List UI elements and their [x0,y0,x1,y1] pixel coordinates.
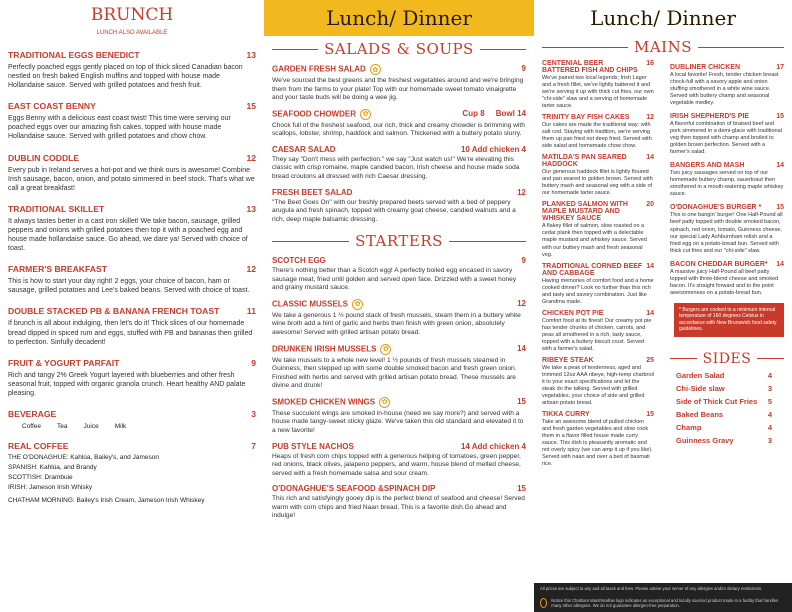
local-icon: ✿ [379,397,390,408]
beverage-option: Coffee [22,422,42,430]
beverage-item: BEVERAGE 3 Coffee Tea Juice Milk [8,408,256,430]
sides-list [662,369,792,447]
menu-item: EAST COAST BENNY 15 Eggs Benny with a delicious east coast twist! This time were serving our poached eggs over our amazing fish cakes, topped with house made Hollandaise sauce. Served with grilled potatoes and chow chow. [8,101,256,141]
menu-item: MATILDA'S PAN SEARED HADDOCK 14 Our generous haddock fillet is lightly floured and pan seared to golden brown. Served with buttery mash and seasonal veg with a side of our homemade tarter sauce. [542,154,654,197]
menu-item: PLANKED SALMON WITH MAPLE MUSTARD AND WHISKEY SAUCE 20 A flakey fillet of salmon, slow roasted on a cedar plank then topped with a delectable maple mustard and whiskey sauce. Served with our buttery mash and fresh seasonal veg. [542,201,654,258]
local-icon: ✿ [370,64,381,75]
menu-item: CHICKEN POT PIE 14 Comfort food at its finest! Our creamy pot pie has tender chunks of chicken, carrots, and peas all smothered in a rich, tasty sauce, topped with a buttery biscuit crust. Served with a farmer's salad. [542,309,654,352]
menu-item: IRISH SHEPHERD'S PIE 15 A flavorful combination of braised beef and pork simmered in a demi-glace with traditional veg then topped with champ and broiled to golden brown perfection. Served with a farmer's salad. [670,113,784,156]
menu-item: FRESH BEET SALAD 12 "The Beet Goes On" with our freshly prepared beets served with a bed of peppery arugula and fresh spinach, topped with creamy goat cheese, candied walnuts and a rich, deep maple balsamic dressing. [272,187,526,223]
side-item: Guinness Gravy 3 [676,435,772,445]
menu-item: BANGERS AND MASH 14 Two juicy sausages served on top of our homemade buttery champ, sauerkraut then smothered in a mouth-watering maple whiskey sauce. [670,162,784,198]
burger-note: * Burgers are cooked to a minimum internal temperature of 160 degrees Celsius in accordance with New Brunswick food safety guidelines. [674,303,784,337]
menu-item: PUB STYLE NACHOS 14 Add chicken 4 Heaps of fresh corn chips topped with a generous helping of tomatoes, green pepper, red onions, black olives, jalapeno peppers, and warm, house blend of melted cheese, served with a fresh homemade salsa and sour cream. [272,441,526,477]
salads-heading: SALADS & SOUPS [264,40,534,58]
menu-item: CLASSIC MUSSELS ✿ 12 We take a generous 1 ½ pound stack of fresh mussels, steam them in a buttery white wine broth add a hint of garlic and herbs then finish with green onion, absolutely awesome! Served with grilled artisan potato bread. [272,298,526,336]
menu-item: TRINITY BAY FISH CAKES 12 Our cakes are made the traditional way: with salt cod. Staying with tradition, we're serving them up pan fried not deep fried. Served with side salad and homemade chow chow. [542,114,654,150]
footer-logo-notice: Notice this Chatham Marshmallow logo indicates an exceptional and locally sourced product made in a facility that handles many other allergens. We do not guarantee allergen-free preparation. [534,595,792,612]
real-coffee-item: REAL COFFEE 7 THE O'DONAGHUE: Kahlúa, Bailey's, and Jameson SPANISH: Kahlúa, and Brandy SCOTTISH: Drambuie IRISH: Jameson Irish Whisky CHATHAM MORNING: Bailey's Irish Cream, Jameson Irish Whiskey [8,440,256,504]
menu-item: TRADITIONAL CORNED BEEF AND CABBAGE 14 Having memories of comfort food and a home cooked dinner? Look no further than this rich and tasty and savory combination. Just like Grandma made. [542,262,654,305]
local-icon: ✿ [380,344,391,355]
brunch-title: BRUNCH [90,5,174,25]
brunch-column [0,0,264,612]
local-icon: ✿ [352,299,363,310]
lunch-title: Lunch/ Dinner [264,0,534,36]
side-item: Side of Thick Cut Fries 5 [676,396,772,406]
side-item: Chi-Side slaw 3 [676,383,772,393]
menu-item: GARDEN FRESH SALAD ✿ 9 We've sourced the best greens and the freshest vegetables around and we're bringing them from the farms to your plate! Top with our homemade sweet tomato vinaigrette and your taste buds will be doing a wee jig. [272,64,526,102]
menu-item: FARMER'S BREAKFAST 12 This is how to start your day right! 2 eggs, your choice of bacon, ham or sausage, grilled potatoes and Lee's baked beans. Served with choice of toast. [8,264,256,295]
menu-item: O'DONAGHUE'S SEAFOOD &SPINACH DIP 15 This rich and satisfyingly gooey dip is the perfect blend of seafood and cheese! Served warm with corn chips and fried Naan bread. This is a favorite dish.Go ahead and indulge! [272,484,526,520]
side-item: Garden Salad 4 [676,370,772,380]
menu-item: DUBLINER CHICKEN 17 A local favorite! Fresh, tender chicken breast chock-full with a savory apple and onion stuffing smothered in a white wine sauce. Served with buttery champ and seasonal vegetable medley. [670,64,784,107]
menu-item: CAESAR SALAD 10 Add chicken 4 They say "Don't mess with perfection." we say "Just watch us!" We're elevating this classic with crisp romaine, maple candied bacon, Irish cheese and house made soda bread croutons all dressed with rich Caesar dressing. [272,144,526,180]
beverage-option: Juice [83,422,99,430]
mains-heading: MAINS [534,38,792,56]
lunch-title-2: Lunch/ Dinner [590,6,736,30]
beverage-option: Tea [57,422,68,430]
menu-item: FRUIT & YOGURT PARFAIT 9 Rich and tangy 2% Greek Yogurt layered with blueberries and other fresh seasonal fruit, topped with organic granola crunch. Heart healthy AND palate pleasing. [8,357,256,397]
menu-item: BACON CHEDDAR BURGER* 14 A massive juicy Half-Pound all beef patty topped with three-blend cheese and smoked bacon. It's straight forward and to the point awesomeness on a potato-bread bun. [670,260,784,296]
side-item: Baked Beans 4 [676,409,772,419]
local-icon: ✿ [360,109,371,120]
side-item: Champ 4 [676,422,772,432]
beverage-option: Milk [114,422,127,430]
menu-item: SEAFOOD CHOWDER ✿ Cup 8 Bowl 14 Chock full of the freshest seafood, our rich, thick and creamy chowder is brimming with scallops, lobster, shrimp, haddock and salmon. Thickened with a buttery potato slurry. [272,108,526,138]
menu-item: TRADITIONAL SKILLET 13 It always tastes better in a cast iron skillet! We take bacon, sausage, grilled peppers and onions with grilled potatoes then top it with a poached egg and house made hollandaise sauce. Go ahead, we dare ya! Served with choice of toast. [8,203,256,253]
menu-item: SMOKED CHICKEN WINGS ✿ 15 These succulent wings are smoked in-house (need we say more?) and served with a house made tangy-sweet sticky glaze. We've taken this old standard and elevated it to a new favorite! [272,396,526,434]
menu-item: CENTENIAL BEER BATTERED FISH AND CHIPS 16 We've paired two local legends; Irish Lager and a fresh fillet, we've lightly battered it and we're serving it up with thick cut fries, our own "chi-side" slaw and a serving of homemade tarter sauce. [542,60,654,110]
menu-item: DUBLIN CODDLE 12 Every pub in Ireland serves a hot-pot and we think ours is awesome! Combine Irish sausage, bacon, onion, and potato simmered in beef stock. That's what we call a great breakfast! [8,152,256,192]
mains-left [534,56,662,468]
menu-item: TRADITIONAL EGGS BENEDICT 13 Perfectly poached eggs gently placed on top of thick sliced Canadian bacon nestled on fresh baked English muffins and topped with house made Hollandaise sauce. Served with grilled potatoes and fresh fruit. [8,50,256,90]
mains-right [662,56,792,468]
menu-item: TIKKA CURRY 15 Take an awesome blend of pulled chicken and fresh garden vegetables and slow cook them in a flavor filled house made curry sauce. This dish is pleasantly aromatic and not overly spicy (we can amp it up if you like). Served with naan and over a bed of basmati rice. [542,411,654,468]
brunch-subtitle: LUNCH ALSO AVAILABLE [96,30,168,36]
sides-heading: SIDES [662,351,792,367]
menu-item: RIBEYE STEAK 25 We take a peak of tenderness, aged and trimmed 12oz AAA ribeye, high-temp charbroil it to your exact specifications and let the steak do the talking. Served with grilled vegetables, your choice of side and grilled artisan potato bread. [542,356,654,406]
mains-column [534,0,792,612]
menu-item: DRUNKEN IRISH MUSSELS ✿ 14 We take mussels to a whole new level! 1 ½ pounds of fresh mussels steamed in Guinness, then stepped up with some double smoked bacon and fresh green onion. Finished with herbs and served with grilled artisan potato bread. These mussels are divine and drunk! [272,343,526,390]
lunch-column [264,0,534,612]
starters-heading: STARTERS [264,232,534,250]
footer-notice: All prices are subject to any and all taxes and fees. Please advise your server of any allergies and/or dietary restrictions. [534,583,792,595]
marshmallow-logo-icon [540,598,547,608]
menu-item: DOUBLE STACKED PB & BANANA FRENCH TOAST 11 If brunch is all about indulging, then let's do it! Thick slices of our homemade bread dipped in spiced rum and eggs, stuffed with PB and bananas then grilled to perfection. Sinfully decadent! [8,306,256,346]
menu-item: SCOTCH EGG 9 There's nothing better than a Scotch egg! A perfectly boiled egg encased in savory sausage meat, fried until golden and served open face. Drizzled with a sweet honey and grainy mustard sauce. [272,256,526,292]
menu-item: O'DONAGHUE'S BURGER * 15 This is one bangin' burger! One Half-Pound all beef patty topped with double smoked bacon, spinach, red onion, tomato, Guinness cheese, our special Lady Ashburnham relish and a fried egg on a potato-bread bun. Served with thick cut fries and our "chi-side" slaw. [670,204,784,254]
